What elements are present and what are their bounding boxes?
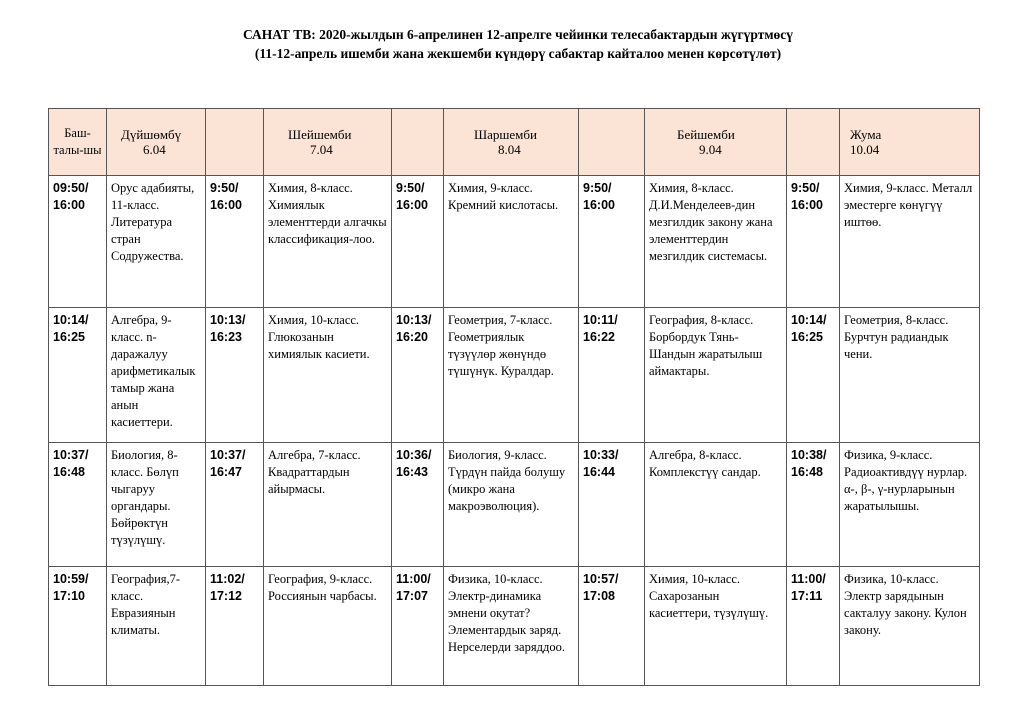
day-header-thursday [645, 109, 787, 176]
lesson-cell: География,7-класс. Евразиянын климаты. [107, 567, 206, 686]
day-date: 8.04 [498, 142, 521, 157]
lesson-cell: Биология, 8-класс. Бөлүп чыгаруу органдары. Бөйрөктүн түзүлүшү. [107, 443, 206, 567]
header-spacer [392, 109, 444, 176]
lesson-cell: Орус адабияты, 11-класс. Литература стран Содружества. [107, 176, 206, 308]
lesson-cell: Алгебра, 8-класс. Комплекстүү сандар. [645, 443, 787, 567]
lesson-cell: Химия, 10-класс. Сахарозанын касиеттери, түзүлүшү. [645, 567, 787, 686]
time-cell: 10:13/ 16:23 [206, 308, 264, 443]
time-cell: 10:37/ 16:48 [49, 443, 107, 567]
lesson-cell: Алгебра, 7-класс. Квадраттардын айырмасы. [264, 443, 392, 567]
header-spacer [579, 109, 645, 176]
lesson-cell: География, 8-класс. Борбордук Тянь-Шандын жаратылыш аймактары. [645, 308, 787, 443]
day-date: 9.04 [699, 142, 722, 157]
table-row [49, 176, 980, 308]
lesson-cell: Биология, 9-класс. Түрдүн пайда болушу (микро жана макроэволюция). [444, 443, 579, 567]
day-header-tuesday [264, 109, 392, 176]
time-cell: 9:50/ 16:00 [579, 176, 645, 308]
table-row [49, 308, 980, 443]
lesson-cell: Химия, 10-класс. Глюкозанын химиялык касиети. [264, 308, 392, 443]
document-subtitle: (11-12-апрель ишемби жана жекшемби күндөрү сабактар кайталоо менен көрсөтүлөт) [254, 46, 782, 61]
table-row [49, 443, 980, 567]
time-cell: 10:57/ 17:08 [579, 567, 645, 686]
time-cell: 10:13/ 16:20 [392, 308, 444, 443]
lesson-cell: Химия, 8-класс. Химиялык элементтерди алгачкы классификация-лоо. [264, 176, 392, 308]
time-cell: 10:14/ 16:25 [49, 308, 107, 443]
time-cell: 10:14/ 16:25 [787, 308, 840, 443]
header-row [49, 109, 980, 176]
day-name: Шаршемби [474, 127, 537, 142]
lesson-cell: География, 9-класс. Россиянын чарбасы. [264, 567, 392, 686]
header-spacer [787, 109, 840, 176]
day-name: Жума [850, 127, 882, 142]
day-name: Бейшемби [677, 127, 735, 142]
day-header-monday [107, 109, 206, 176]
time-cell: 10:37/ 16:47 [206, 443, 264, 567]
lesson-cell: Геометрия, 7-класс. Геометриялык түзүүлөр жөнүндө түшүнүк. Куралдар. [444, 308, 579, 443]
day-date: 6.04 [143, 142, 166, 157]
time-cell: 09:50/ 16:00 [49, 176, 107, 308]
lesson-cell: Геометрия, 8-класс. Бурчтун радиандык чени. [840, 308, 980, 443]
time-cell: 11:00/ 17:11 [787, 567, 840, 686]
lesson-cell: Физика, 9-класс. Радиоактивдүү нурлар. α-, β-, γ-нурларынын жаратылышы. [840, 443, 980, 567]
lesson-cell: Физика, 10-класс. Электр зарядынын сакталуу закону. Кулон закону. [840, 567, 980, 686]
table-row [49, 567, 980, 686]
day-header-wednesday [444, 109, 579, 176]
day-name: Дүйшөмбү [121, 127, 182, 142]
time-cell: 9:50/ 16:00 [392, 176, 444, 308]
document-title: САНАТ ТВ: 2020-жылдын 6-апрелинен 12-апрелге чейинки телесабактардын жүгүртмөсү [242, 27, 794, 42]
time-cell: 10:11/ 16:22 [579, 308, 645, 443]
time-cell: 10:38/ 16:48 [787, 443, 840, 567]
header-spacer [206, 109, 264, 176]
schedule-table [48, 108, 980, 686]
time-cell: 10:33/ 16:44 [579, 443, 645, 567]
day-name: Шейшемби [288, 127, 352, 142]
lesson-cell: Физика, 10-класс. Электр-динамика эмнени окутат? Элементардык заряд. Нерселерди заряддоо. [444, 567, 579, 686]
lesson-cell: Химия, 9-класс. Металл эместерге көнүгүү иштөө. [840, 176, 980, 308]
time-cell: 11:02/ 17:12 [206, 567, 264, 686]
time-cell: 9:50/ 16:00 [206, 176, 264, 308]
lesson-cell: Алгебра, 9-класс. n-даражалуу арифметикалык тамыр жана анын касиеттери. [107, 308, 206, 443]
start-time-header: Баш-талы-шы [49, 109, 107, 176]
time-cell: 10:36/ 16:43 [392, 443, 444, 567]
lesson-cell: Химия, 9-класс. Кремний кислотасы. [444, 176, 579, 308]
time-cell: 9:50/ 16:00 [787, 176, 840, 308]
time-cell: 11:00/ 17:07 [392, 567, 444, 686]
time-cell: 10:59/ 17:10 [49, 567, 107, 686]
lesson-cell: Химия, 8-класс. Д.И.Менделеев-дин мезгилдик закону жана элементтердин мезгилдик системасы. [645, 176, 787, 308]
day-date: 7.04 [310, 142, 333, 157]
day-header-friday [840, 109, 980, 176]
day-date: 10.04 [850, 142, 880, 157]
